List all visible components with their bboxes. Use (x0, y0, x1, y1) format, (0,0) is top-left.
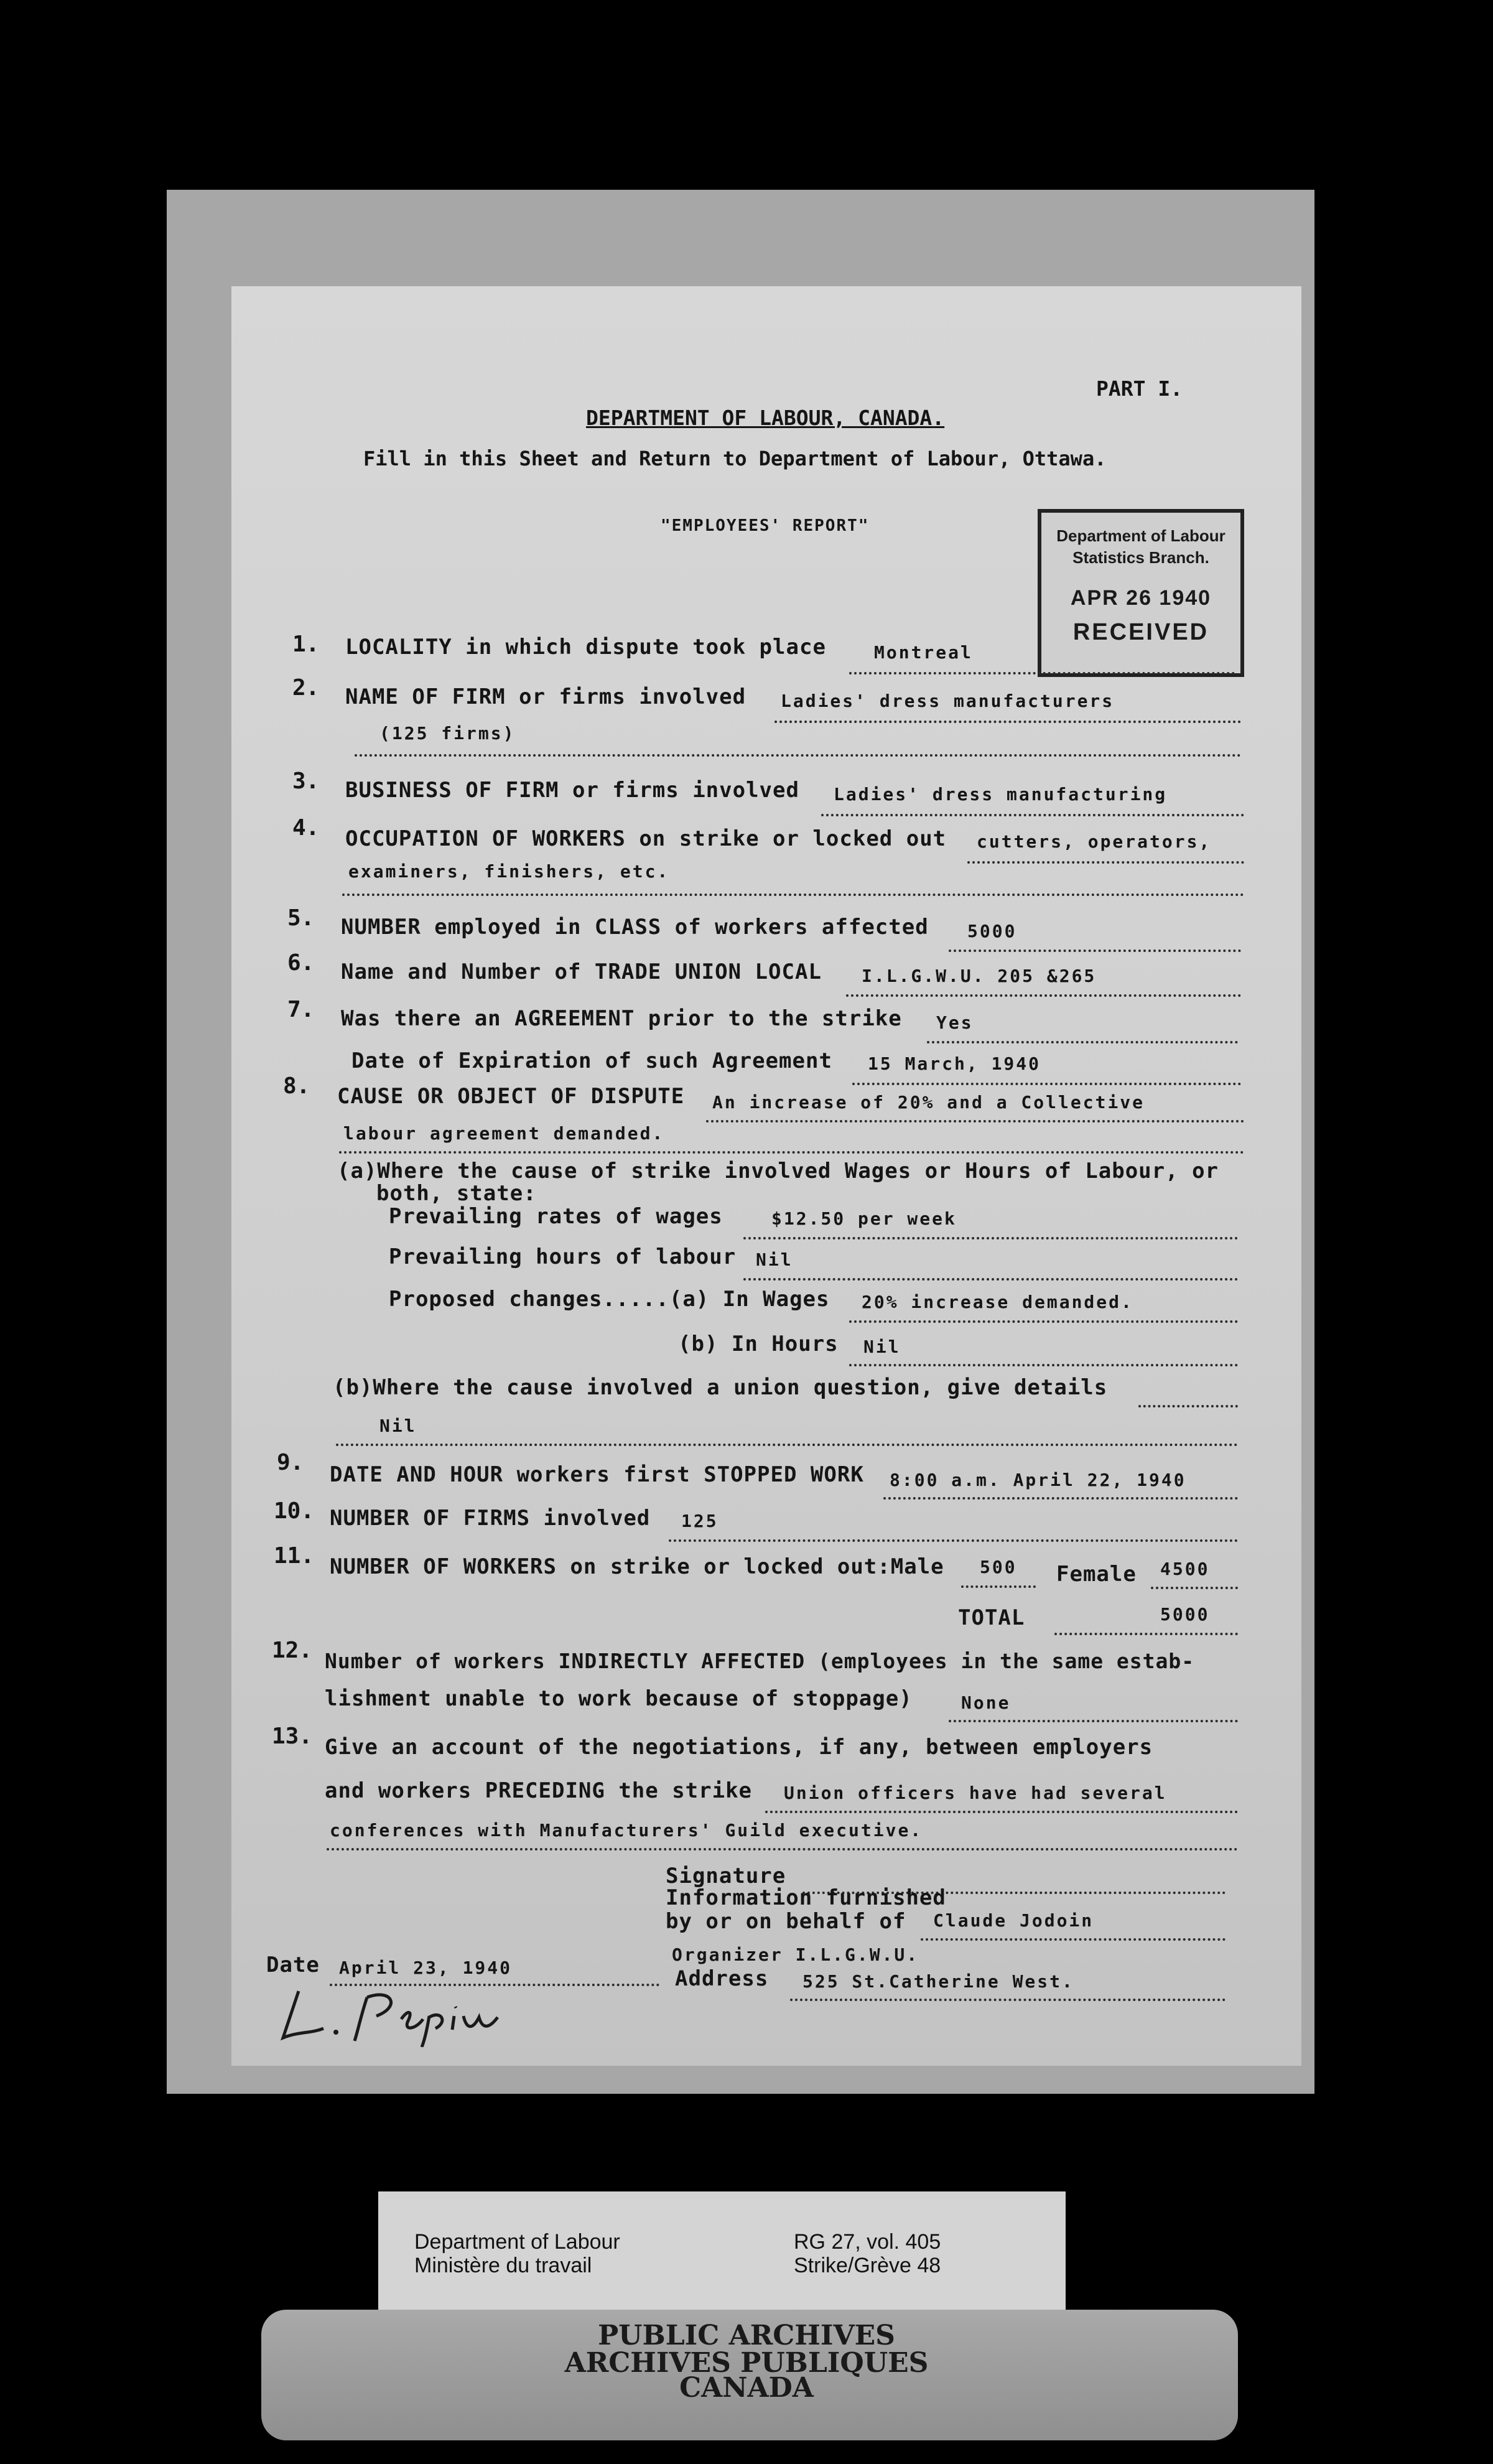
item-number: 11. (274, 1543, 315, 1569)
proposed-wages-label: Proposed changes.....(a) In Wages (389, 1287, 830, 1312)
firm-count-value: (125 firms) (379, 723, 516, 744)
cause-value: An increase of 20% and a Collective (712, 1092, 1145, 1113)
stop-date-value: 8:00 a.m. April 22, 1940 (890, 1470, 1186, 1490)
dotted-line (883, 1497, 1238, 1500)
received-stamp (1038, 509, 1244, 677)
wages-hours-instruction: (a)Where the cause of strike involved Wages or Hours of Labour, or (337, 1159, 1219, 1183)
item-label: Was there an AGREEMENT prior to the strike (341, 1006, 902, 1031)
dotted-line (921, 1938, 1226, 1941)
dotted-line (336, 1444, 1238, 1446)
dotted-line (765, 1811, 1238, 1813)
dotted-line (743, 1237, 1238, 1239)
dotted-line (849, 1320, 1238, 1323)
item-number: 5. (287, 905, 315, 931)
card-department-fr: Ministère du travail (414, 2254, 592, 2277)
dotted-line (790, 1999, 1226, 2001)
stamp-received: RECEIVED (1072, 619, 1209, 645)
negotiations-value-cont: conferences with Manufacturers' Guild executive. (330, 1820, 923, 1841)
dotted-line (949, 950, 1241, 952)
wages-hours-instruction-cont: both, state: (376, 1181, 537, 1206)
proposed-hours-value: Nil (863, 1337, 901, 1357)
department-title: DEPARTMENT OF LABOUR, CANADA. (586, 406, 945, 430)
dotted-line (961, 1585, 1036, 1588)
expiration-value: 15 March, 1940 (868, 1053, 1041, 1074)
information-label: Information furnished (666, 1885, 946, 1910)
union-question-value: Nil (379, 1416, 417, 1436)
dotted-line (849, 1364, 1238, 1366)
dotted-line (821, 814, 1244, 816)
informant-value: Claude Jodoin (933, 1910, 1094, 1931)
date-value: April 23, 1940 (339, 1958, 513, 1978)
cause-value-cont: labour agreement demanded. (343, 1123, 665, 1144)
firm-name-value: Ladies' dress manufacturers (781, 691, 1115, 711)
item-label: NUMBER OF FIRMS involved (330, 1506, 651, 1531)
archive-reference-card (378, 2191, 1066, 2317)
archives-line-fr: ARCHIVES PUBLIQUES (564, 2347, 929, 2379)
hours-value: Nil (756, 1249, 793, 1270)
item-number: 7. (287, 997, 315, 1022)
item-label: Name and Number of TRADE UNION LOCAL (341, 959, 822, 984)
male-value: 500 (980, 1557, 1017, 1577)
agreement-value: Yes (936, 1012, 974, 1033)
item-number: 2. (292, 675, 320, 701)
employed-count-value: 5000 (967, 921, 1017, 941)
organizer-value: Organizer I.L.G.W.U. (672, 1944, 919, 1965)
dotted-line (339, 1151, 1244, 1154)
dotted-line (852, 1083, 1241, 1085)
handwritten-signature (274, 1979, 572, 2047)
date-label: Date (266, 1953, 320, 1977)
item-label: LOCALITY in which dispute took place (345, 635, 826, 660)
dotted-line (846, 994, 1241, 997)
dotted-line (1054, 1633, 1238, 1635)
occupation-value: cutters, operators, (977, 831, 1212, 852)
archives-line-en: PUBLIC ARCHIVES (598, 2320, 895, 2351)
union-local-value: I.L.G.W.U. 205 &265 (862, 966, 1097, 986)
item-number: 1. (292, 632, 320, 657)
dotted-line (1151, 1587, 1238, 1589)
expiration-label: Date of Expiration of such Agreement (351, 1048, 832, 1073)
item-number: 4. (292, 815, 320, 841)
hours-label: Prevailing hours of labour (389, 1244, 737, 1269)
occupation-value-cont: examiners, finishers, etc. (348, 861, 670, 882)
stamp-department: Department of Labour (1056, 526, 1226, 545)
card-volume: RG 27, vol. 405 (794, 2230, 941, 2254)
total-value: 5000 (1160, 1604, 1210, 1625)
archives-line-country: CANADA (679, 2372, 814, 2404)
indirectly-affected-value: None (961, 1692, 1011, 1713)
stamp-branch: Statistics Branch. (1072, 548, 1209, 567)
dotted-line (327, 1848, 1238, 1850)
dotted-line (927, 1041, 1238, 1043)
signature-label: Signature (666, 1864, 786, 1888)
proposed-wages-value: 20% increase demanded. (862, 1292, 1133, 1312)
item-label: Give an account of the negotiations, if any, between employers (325, 1735, 1153, 1760)
behalf-label: by or on behalf of (666, 1909, 906, 1934)
card-department-en: Department of Labour (414, 2230, 620, 2254)
locality-value: Montreal (874, 642, 973, 663)
item-number: 13. (272, 1724, 313, 1749)
total-label: TOTAL (958, 1605, 1025, 1630)
union-question-label: (b)Where the cause involved a union question, give details (333, 1375, 1108, 1400)
dotted-line (342, 894, 1244, 896)
item-label: NUMBER OF WORKERS on strike or locked out:Male (330, 1554, 944, 1579)
item-label: CAUSE OR OBJECT OF DISPUTE (337, 1084, 685, 1109)
female-label: Female (1056, 1562, 1137, 1587)
form-instruction: Fill in this Sheet and Return to Department of Labour, Ottawa. (363, 447, 1107, 470)
negotiations-value: Union officers have had several (784, 1783, 1167, 1803)
dotted-line (949, 1720, 1238, 1722)
item-label: BUSINESS OF FIRM or firms involved (345, 778, 799, 803)
item-label: NAME OF FIRM or firms involved (345, 684, 746, 709)
dotted-line (849, 672, 1235, 674)
dotted-line (355, 754, 1241, 757)
dotted-line (743, 1278, 1238, 1281)
proposed-hours-label: (b) In Hours (678, 1332, 839, 1356)
item-label: DATE AND HOUR workers first STOPPED WORK (330, 1462, 864, 1487)
item-number: 12. (272, 1638, 313, 1663)
address-label: Address (675, 1966, 769, 1991)
item-label-cont: and workers PRECEDING the strike (325, 1778, 753, 1803)
part-number: PART I. (1096, 376, 1183, 401)
item-label-cont: lishment unable to work because of stoppage) (325, 1686, 913, 1711)
item-number: 6. (287, 950, 315, 976)
wages-label: Prevailing rates of wages (389, 1204, 723, 1229)
item-number: 9. (277, 1450, 304, 1475)
firms-count-value: 125 (681, 1511, 719, 1531)
wages-value: $12.50 per week (771, 1208, 957, 1229)
item-label: OCCUPATION OF WORKERS on strike or locked out (345, 826, 947, 851)
item-number: 8. (283, 1073, 310, 1099)
business-value: Ladies' dress manufacturing (834, 784, 1168, 805)
dotted-line (1138, 1405, 1238, 1407)
address-value: 525 St.Catherine West. (802, 1971, 1074, 1992)
dotted-line (706, 1120, 1244, 1122)
item-number: 3. (292, 768, 320, 794)
item-number: 10. (274, 1498, 315, 1524)
dotted-line (774, 721, 1241, 723)
item-label: Number of workers INDIRECTLY AFFECTED (employees in the same estab- (325, 1649, 1195, 1673)
dotted-line (669, 1539, 1238, 1542)
report-title: "EMPLOYEES' REPORT" (661, 516, 870, 535)
stamp-date: APR 26 1940 (1070, 586, 1212, 610)
female-value: 4500 (1160, 1559, 1210, 1579)
item-label: NUMBER employed in CLASS of workers affected (341, 915, 929, 940)
dotted-line (967, 861, 1244, 864)
card-strike-number: Strike/Grève 48 (794, 2254, 941, 2277)
